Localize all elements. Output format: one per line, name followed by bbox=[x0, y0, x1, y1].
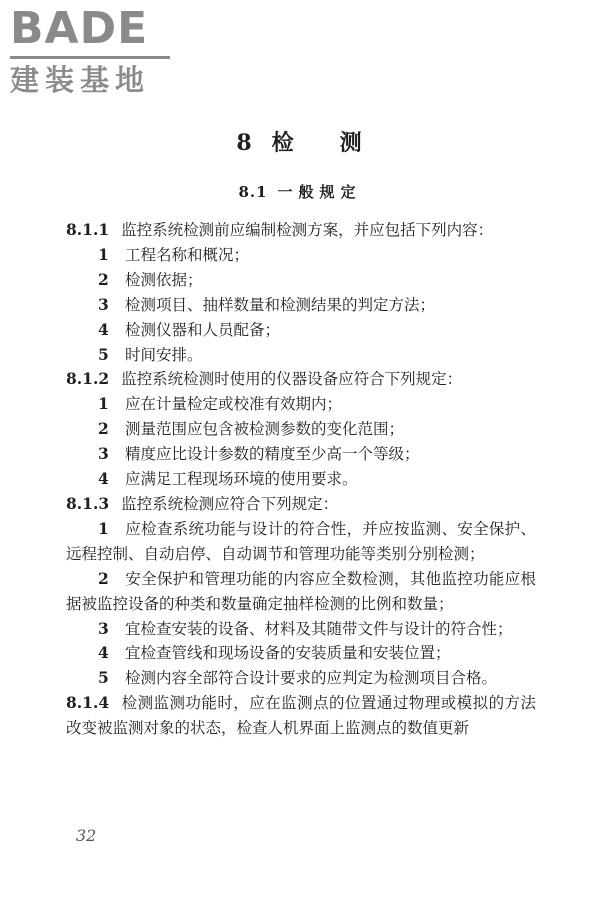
list-item: 2 安全保护和管理功能的内容应全数检测，其他监控功能应根据被监控设备的种类和数量确定抽样检测的比例和数量； bbox=[66, 568, 536, 613]
clause-number: 8.1.2 bbox=[66, 369, 110, 389]
clause-8-1-3 bbox=[66, 492, 536, 517]
clause-text: 监控系统检测时使用的仪器设备应符合下列规定： bbox=[121, 370, 463, 389]
list-item: 3 检测项目、抽样数量和检测结果的判定方法； bbox=[98, 294, 436, 314]
list-item: 3 宜检查安装的设备、材料及其随带文件与设计的符合性； bbox=[98, 618, 513, 638]
clause-number: 8.1.1 bbox=[66, 220, 110, 239]
section-title bbox=[0, 181, 600, 202]
list-item: 1 工程名称和概况； bbox=[98, 244, 250, 264]
list-item: 2 测量范围应包含被检测参数的变化范围； bbox=[98, 419, 405, 439]
clause-text: 检测监测功能时，应在监测点的位置通过物理或模拟的方法改变被监测对象的状态，检查人机界面上监测点的数值更新 bbox=[66, 694, 536, 738]
clause-text: 监控系统检测应符合下列规定： bbox=[121, 494, 339, 513]
section-title-text: 一般规定 bbox=[277, 183, 362, 201]
clause-8-1-2 bbox=[66, 367, 536, 392]
logo-tagline: 建装基地 bbox=[10, 63, 151, 97]
clause-number: 8.1.3 bbox=[66, 493, 110, 513]
clause-8-1-1 bbox=[66, 218, 536, 243]
logo-divider bbox=[10, 56, 170, 59]
page-number: 32 bbox=[76, 826, 97, 845]
section-number: 8.1 bbox=[238, 183, 268, 201]
chapter-title-part-1: 检 bbox=[271, 130, 296, 156]
chapter-number: 8 bbox=[236, 130, 254, 156]
list-item: 1 应在计量检定或校准有效期内； bbox=[98, 394, 343, 414]
list-item: 5 时间安排。 bbox=[98, 344, 203, 364]
list-item: 3 精度应比设计参数的精度至少高一个等级； bbox=[98, 444, 420, 464]
list-item: 5 检测内容全部符合设计要求的应判定为检测项目合格。 bbox=[98, 668, 498, 688]
chapter-title bbox=[0, 126, 600, 157]
clause-8-1-4 bbox=[66, 691, 536, 741]
chapter-title-part-2: 测 bbox=[339, 130, 364, 156]
list-item: 4 应满足工程现场环境的使用要求。 bbox=[98, 469, 358, 489]
list-item: 4 宜检查管线和现场设备的安装质量和安装位置； bbox=[98, 643, 451, 663]
list-item: 4 检测仪器和人员配备； bbox=[98, 319, 281, 339]
clause-text: 监控系统检测前应编制检测方案，并应包括下列内容： bbox=[121, 221, 494, 239]
list-item: 1 应检查系统功能与设计的符合性，并应按监测、安全保护、远程控制、自动启停、自动调节和管理功能等类别分别检测； bbox=[66, 518, 536, 563]
clause-number: 8.1.4 bbox=[66, 693, 110, 713]
logo-brand: BADE bbox=[10, 3, 149, 54]
bade-logo bbox=[10, 4, 180, 97]
document-body bbox=[66, 218, 536, 741]
list-item: 2 检测依据； bbox=[98, 269, 203, 289]
